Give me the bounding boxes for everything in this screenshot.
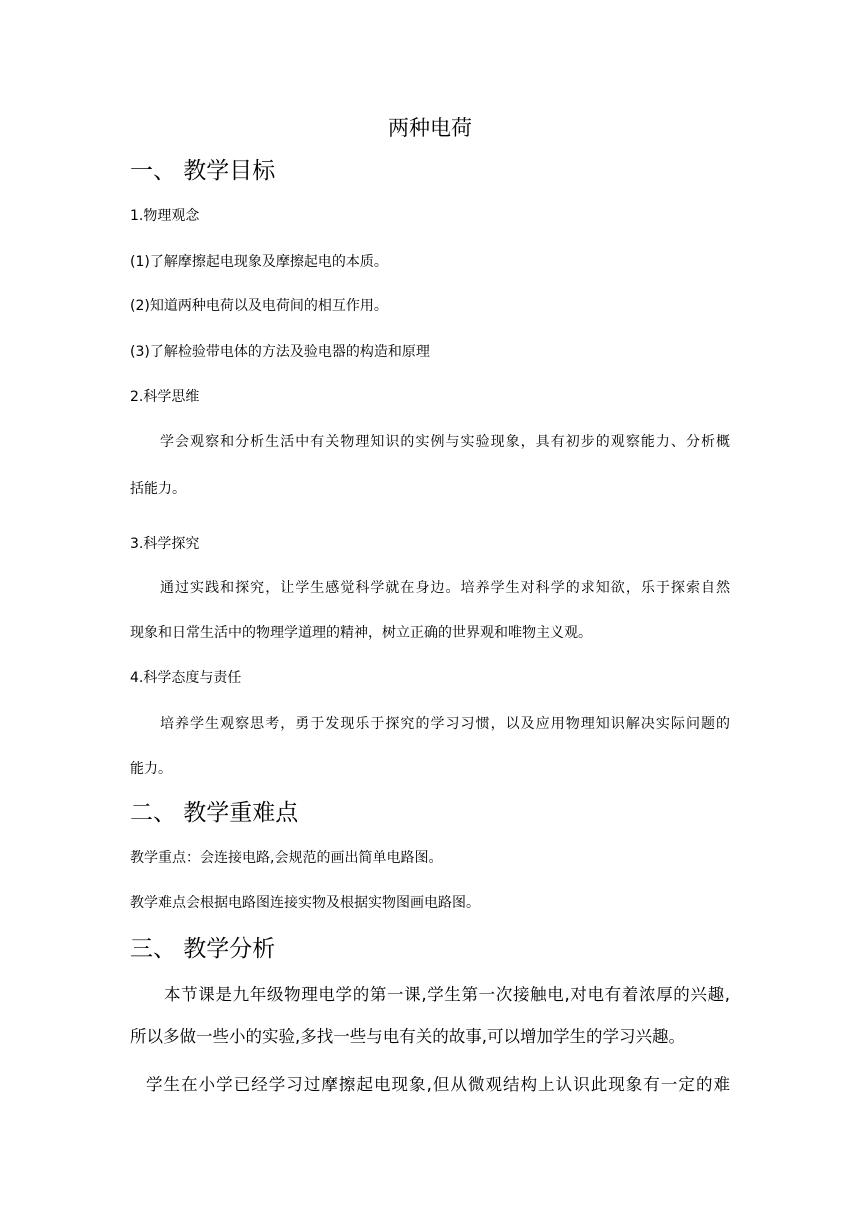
objective-2-paragraph-line-1: 学会观察和分析生活中有关物理知识的实例与实验现象，具有初步的观察能力、分析概 — [160, 434, 730, 450]
objective-3-heading: 3.科学探究 — [130, 536, 200, 552]
section-heading-teaching-analysis: 三、 教学分析 — [130, 936, 276, 962]
key-point-text: 教学重点：会连接电路,会规范的画出简单电路图。 — [130, 850, 443, 866]
objective-4-heading: 4.科学态度与责任 — [130, 670, 242, 686]
document-title: 两种电荷 — [388, 116, 472, 140]
section-heading-teaching-objectives: 一、 教学目标 — [130, 158, 276, 184]
objective-1-line-3: (3)了解检验带电体的方法及验电器的构造和原理 — [130, 344, 430, 360]
objective-1-line-1: (1)了解摩擦起电现象及摩擦起电的本质。 — [130, 254, 388, 270]
analysis-paragraph-2-line-1: 学生在小学已经学习过摩擦起电现象,但从微观结构上认识此现象有一定的难 — [146, 1075, 730, 1094]
objective-2-heading: 2.科学思维 — [130, 389, 200, 405]
objective-2-paragraph-line-2: 括能力。 — [130, 481, 186, 497]
section-heading-key-difficult-points: 二、 教学重难点 — [130, 800, 299, 826]
objective-3-paragraph-line-2: 现象和日常生活中的物理学道理的精神，树立正确的世界观和唯物主义观。 — [130, 625, 592, 641]
analysis-paragraph-1-line-1: 本节课是九年级物理电学的第一课,学生第一次接触电,对电有着浓厚的兴趣, — [164, 985, 730, 1004]
objective-4-paragraph-line-2: 能力。 — [130, 761, 172, 777]
difficult-point-text: 教学难点会根据电路图连接实物及根据实物图画电路图。 — [130, 895, 480, 911]
analysis-paragraph-1-line-2: 所以多做一些小的实验,多找一些与电有关的故事,可以增加学生的学习兴趣。 — [130, 1027, 685, 1046]
objective-1-line-2: (2)知道两种电荷以及电荷间的相互作用。 — [130, 298, 388, 314]
objective-3-paragraph-line-1: 通过实践和探究，让学生感觉科学就在身边。培养学生对科学的求知欲，乐于探索自然 — [160, 580, 730, 596]
objective-1-heading: 1.物理观念 — [130, 208, 200, 224]
objective-4-paragraph-line-1: 培养学生观察思考，勇于发现乐于探究的学习习惯，以及应用物理知识解决实际问题的 — [160, 716, 730, 732]
